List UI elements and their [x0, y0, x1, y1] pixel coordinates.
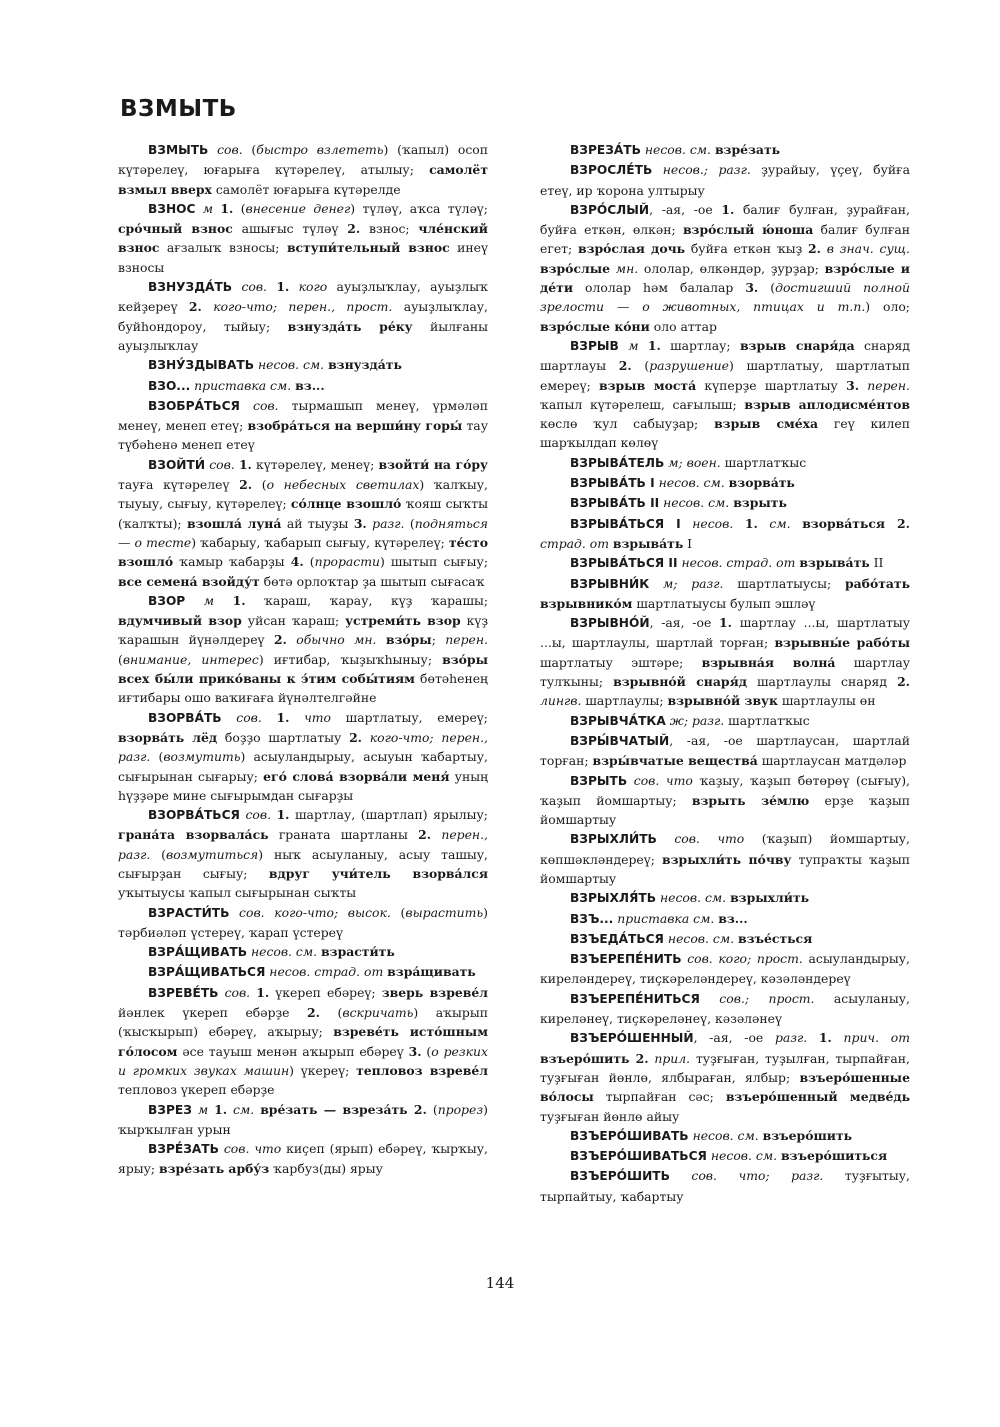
- dictionary-entry: ВЗРЫВЧА́ТКА ж; разг. шартлатҡыс: [570, 712, 810, 728]
- headword: ВЗРЫВА́ТЬСЯ II: [570, 556, 678, 571]
- dictionary-entry: ВЗЪЕРО́ШЕННЫЙ, -ая, -ое разг. 1. прич. от взъеро́шить 2. прил. туҙғыған, туҙылған, тырпайған, туҙғыған йөнлө, ялбыраған, ялбыр; взъеро́шенные во́лосы тырпайған сәс; взъеро́шенный медве́дь туҙғыған йөнлө айыу: [540, 1030, 910, 1124]
- headword: ВЗРЫВА́ТЬСЯ I: [570, 516, 681, 531]
- dictionary-entry: ВЗРЫВНИ́К м; разг. шартлатыусы; рабо́тать взрывнико́м шартлатыусы булып эшләү: [540, 575, 910, 611]
- dictionary-entry: ВЗЪЕРЕПЕ́НИТЬСЯ сов.; прост. асыуланыу, киреләнеү, тиҫкәреләнеү, кәзәләнеү: [540, 990, 910, 1027]
- headword: ВЗРЫВА́ТЬ II: [570, 496, 660, 511]
- headword: ВЗРЫВНО́Й: [570, 616, 650, 631]
- dictionary-entry: ВЗРЫВА́ТЬ I несов. см. взорва́ть: [570, 475, 795, 491]
- dictionary-entry: ВЗНУ́ЗДЫВАТЬ несов. см. взнузда́ть: [148, 357, 402, 373]
- headword: ВЗОРВА́ТЬ: [148, 710, 222, 725]
- headword: ВЗРОСЛЕ́ТЬ: [570, 163, 653, 178]
- dictionary-entry: ВЗОРВА́ТЬСЯ сов. 1. шартлау, (шартлап) ярылыу; грана́та взорвала́сь граната шартланы 2. перен., разг. (возмутиться) ныҡ асыуланыу, асыу ташыу, сығырҙан сығыу; вдруг учи́тель взорва́лся уҡытыусы ҡапыл сығырынан сыҡты: [118, 807, 488, 901]
- headword: ВЗРЫТЬ: [570, 773, 628, 788]
- headword: ВЗРЕВЕ́ТЬ: [148, 985, 219, 1000]
- headword: ВЗРЫВ: [570, 338, 619, 353]
- headword: ВЗЪЕРО́ШИТЬ: [570, 1169, 670, 1184]
- headword: ВЗРА́ЩИВАТЬСЯ: [148, 965, 266, 980]
- headword: ВЗРЫВНИ́К: [570, 576, 650, 591]
- headword: ВЗНУЗДА́ТЬ: [148, 280, 233, 295]
- headword: ВЗРЫВЧА́ТКА: [570, 713, 666, 728]
- dictionary-entry: ВЗЪЕРО́ШИТЬ сов. что; разг. туҙғытыу, тырпайтыу, ҡабартыу: [540, 1168, 910, 1204]
- dictionary-entry: ВЗЪ... приставка см. вз...: [570, 910, 748, 926]
- dictionary-entry: ВЗРЫХЛЯ́ТЬ несов. см. взрыхли́ть: [570, 890, 810, 906]
- headword: ВЗЪЕРО́ШИВАТЬ: [570, 1128, 689, 1143]
- headword: ВЗМЫТЬ: [148, 143, 209, 157]
- dictionary-entry: ВЗЪЕРЕПЕ́НИТЬ сов. кого; прост. асыуландырыу, киреләндереү, тиҫкәреләндереү, кәзәләндереү: [540, 951, 910, 987]
- dictionary-entry: ВЗО... приставка см. вз...: [148, 377, 325, 393]
- headword: ВЗРЫХЛИ́ТЬ: [570, 832, 657, 847]
- headword: ВЗЪЕРО́ШИВАТЬСЯ: [570, 1149, 707, 1164]
- dictionary-entry: ВЗРЕ́ЗАТЬ сов. что киҫеп (ярып) ебәреү, ҡырҡыу, ярыу; взре́зать арбу́з ҡарбуз(ды) ярыу: [118, 1141, 488, 1177]
- dictionary-entry: ВЗРЫВА́ТЬСЯ I несов. 1. см. взорва́ться 2. страд. от взрыва́ть I: [540, 515, 910, 551]
- headword: ВЗЪЕДА́ТЬСЯ: [570, 931, 664, 946]
- headword: ВЗЪ...: [570, 911, 614, 926]
- dictionary-entry: ВЗОБРА́ТЬСЯ сов. тырмашып менеү, үрмәләп менеү, менеп етеү; взобра́ться на верши́ну горы́ тау түбәһенә менеп етеү: [118, 397, 488, 453]
- headword: ВЗОР: [148, 593, 186, 608]
- left-column: [118, 140, 488, 1179]
- dictionary-entry: ВЗРЫВ м 1. шартлау; взрыв снаря́да снаряд шартлауы 2. (разрушение) шартлатыу, шартлатып емереү; взрыв моста́ күперҙе шартлатыу 3. перен. ҡапыл күтәрелеш, сағылыш; взрыв аплодисме́нтов көслө ҡул сабыуҙар; взрыв сме́ха геү килеп шарҡылдап көлөү: [540, 337, 911, 451]
- dictionary-entry: ВЗНОС м 1. (внесение денег) түләү, аҡса түләү; сро́чный взнос ашығыс түләү 2. взнос; чле́нский взнос ағзалыҡ взносы; вступи́тельный взнос инеү взносы: [118, 200, 488, 275]
- dictionary-entry: ВЗЪЕРО́ШИВАТЬСЯ несов. см. взъеро́шиться: [570, 1148, 888, 1164]
- dictionary-entry: ВЗРЫ́ВЧАТЫЙ, -ая, -ое шартлаусан, шартлай торған; взры́вчатые вещества́ шартлаусан матдәләр: [540, 732, 910, 769]
- dictionary-entry: ВЗРО́СЛЫЙ, -ая, -ое 1. балиғ булған, ҙурайған, буйға еткән, өлкән; взро́слый ю́ноша балиғ булған егет; взро́слая дочь буйға еткән ҡыҙ 2. в знач. сущ. взро́слые мн. ололар, өлкәндәр, ҙурҙар; взро́слые и де́ти ололар һәм балалар 3. (достигший полной зрелости — о животных, птицах и т.п.) оло; взро́слые ко́ни оло аттар: [540, 201, 911, 334]
- dictionary-entry: ВЗРЫВА́ТЬСЯ II несов. страд. от взрыва́ть II: [570, 555, 884, 571]
- dictionary-entry: ВЗРА́ЩИВАТЬ несов. см. взрасти́ть: [148, 944, 395, 960]
- dictionary-entry: ВЗРЫВА́ТЬ II несов. см. взрыть: [570, 495, 787, 511]
- headword: ВЗОЙТИ́: [148, 457, 206, 472]
- headword: ВЗРО́СЛЫЙ: [570, 202, 650, 217]
- headword: ВЗРЕ́ЗАТЬ: [148, 1142, 219, 1157]
- headword: ВЗЪЕРО́ШЕННЫЙ: [570, 1031, 694, 1046]
- headword: ВЗРЫВА́ТЬ I: [570, 476, 655, 491]
- dictionary-entry: ВЗРАСТИ́ТЬ сов. кого-что; высок. (вырастить) тәрбиәләп үстереү, ҡарап үстереү: [118, 904, 488, 940]
- dictionary-entry: ВЗРЕЗ м 1. см. вре́зать — взреза́ть 2. (прорез) ҡырҡылған урын: [118, 1101, 488, 1137]
- page-title: ВЗМЫТЬ: [120, 96, 237, 122]
- right-column: [540, 140, 910, 1206]
- headword: ВЗРЕЗ: [148, 1102, 192, 1117]
- dictionary-entry: ВЗРЫТЬ сов. что ҡаҙыу, ҡаҙып бөтөрөү (сығыу), ҡаҙып йомшартыу; взрыть зе́млю ерҙе ҡаҙып йомшартыу: [540, 772, 910, 828]
- headword: ВЗЪЕРЕПЕ́НИТЬ: [570, 952, 682, 967]
- dictionary-entry: ВЗРОСЛЕ́ТЬ несов.; разг. ҙурайыу, үҫеү, буйға етеү, ир ҡорона ултырыу: [540, 162, 910, 198]
- page-number: 144: [485, 1274, 515, 1292]
- dictionary-entry: ВЗОРВА́ТЬ сов. 1. что шартлатыу, емереү; взорва́ть лёд боҙҙо шартлатыу 2. кого-что; перен., разг. (возмутить) асыуландырыу, асыуын ҡабартыу, сығырынан сығарыу; его́ слова́ взорва́ли меня́ уның һүҙҙәре мине сығырымдан сығарҙы: [118, 709, 489, 803]
- headword: ВЗОБРА́ТЬСЯ: [148, 398, 240, 413]
- dictionary-entry: ВЗРЫВНО́Й, -ая, -ое 1. шартлау ...ы, шартлатыу ...ы, шартлаулы, шартлай торған; взрывны́е рабо́ты шартлатыу эштәре; взрывна́я волна́ шартлау тулҡыны; взрывно́й снаря́д шартлаулы снаряд 2. лингв. шартлаулы; взрывно́й звук шартлаулы өн: [540, 615, 911, 709]
- dictionary-entry: ВЗЪЕДА́ТЬСЯ несов. см. взъе́сться: [570, 930, 813, 946]
- headword: ВЗРА́ЩИВАТЬ: [148, 945, 247, 960]
- headword: ВЗРЫ́ВЧАТЫЙ: [570, 733, 670, 748]
- dictionary-entry: ВЗНУЗДА́ТЬ сов. 1. кого ауыҙлыҡлау, ауыҙлыҡ кейҙереү 2. кого-что; перен., прост. ауыҙлыҡлау, буйһондороу, тыйыу; взнузда́ть ре́ку йылғаны ауыҙлыҡлау: [118, 279, 488, 353]
- dictionary-entry: ВЗРЫХЛИ́ТЬ сов. что (ҡаҙып) йомшартыу, көпшәкләндереү; взрыхли́ть по́чву тупраҡты ҡаҙып йомшартыу: [540, 831, 910, 886]
- headword: ВЗРЕЗА́ТЬ: [570, 143, 641, 157]
- dictionary-entry: ВЗРЫВА́ТЕЛЬ м; воен. шартлатҡыс: [570, 454, 807, 470]
- headword: ВЗРЫВА́ТЕЛЬ: [570, 455, 665, 470]
- dictionary-entry: ВЗМЫТЬ сов. (быстро взлететь) (ҡапыл) осоп күтәрелеү, юғарыға күтәрелеү, атылыу; самолёт взмыл вверх самолёт юғарыға күтәрелде: [118, 142, 488, 197]
- dictionary-entry: ВЗРЕВЕ́ТЬ сов. 1. үкереп ебәреү; зверь взреве́л йәнлек үкереп ебәрҙе 2. (вскричать) аҡырып (ҡысҡырып) ебәреү, аҡырыу; взреве́ть исто́шным го́лосом әсе тауыш менән аҡырып ебәреү 3. (о резких и громких звуках машин) үкереү; тепловоз взреве́л тепловоз үкереп ебәрҙе: [118, 984, 488, 1098]
- headword: ВЗНУ́ЗДЫВАТЬ: [148, 358, 255, 373]
- dictionary-entry: ВЗРЕЗА́ТЬ несов. см. взре́зать: [570, 142, 781, 157]
- headword: ВЗРЫХЛЯ́ТЬ: [570, 891, 657, 906]
- headword: ВЗОРВА́ТЬСЯ: [148, 808, 240, 823]
- dictionary-entry: ВЗРА́ЩИВАТЬСЯ несов. страд. от взра́щивать: [148, 964, 476, 980]
- dictionary-entry: ВЗОР м 1. ҡараш, ҡарау, күҙ ҡарашы; вдумчивый взор уйсан ҡараш; устреми́ть взор күҙ ҡарашын йүнәлдереү 2. обычно мн. взо́ры; перен. (внимание, интерес) иғтибар, ҡыҙыҡһыныу; взо́ры всех бы́ли прико́ваны к э́тим собы́тиям бөтәһенең иғтибары ошо ваҡиғаға йүнәлтелгәйне: [118, 592, 488, 706]
- headword: ВЗРАСТИ́ТЬ: [148, 905, 230, 920]
- dictionary-entry: ВЗЪЕРО́ШИВАТЬ несов. см. взъеро́шить: [570, 1127, 853, 1143]
- headword: ВЗЪЕРЕПЕ́НИТЬСЯ: [570, 991, 700, 1006]
- headword: ВЗНОС: [148, 201, 196, 216]
- dictionary-entry: ВЗОЙТИ́ сов. 1. күтәрелеү, менеү; взойти́ на го́ру тауға күтәрелеү 2. (о небесных светилах) ҡалҡыу, тыуыу, сығыу, күтәрелеү; со́лнце взошло́ ҡояш сыҡты (ҡалҡты); взошла́ луна́ ай тыуҙы 3. разг. (подняться — о тесте) ҡабарыу, ҡабарып сығыу, күтәрелеү; те́сто взошло́ ҡамыр ҡабарҙы 4. (прорасти) шытып сығыу; все семена́ взойду́т бөтә орлоҡтар ҙа шытып сығасаҡ: [118, 456, 488, 589]
- headword: ВЗО...: [148, 378, 191, 393]
